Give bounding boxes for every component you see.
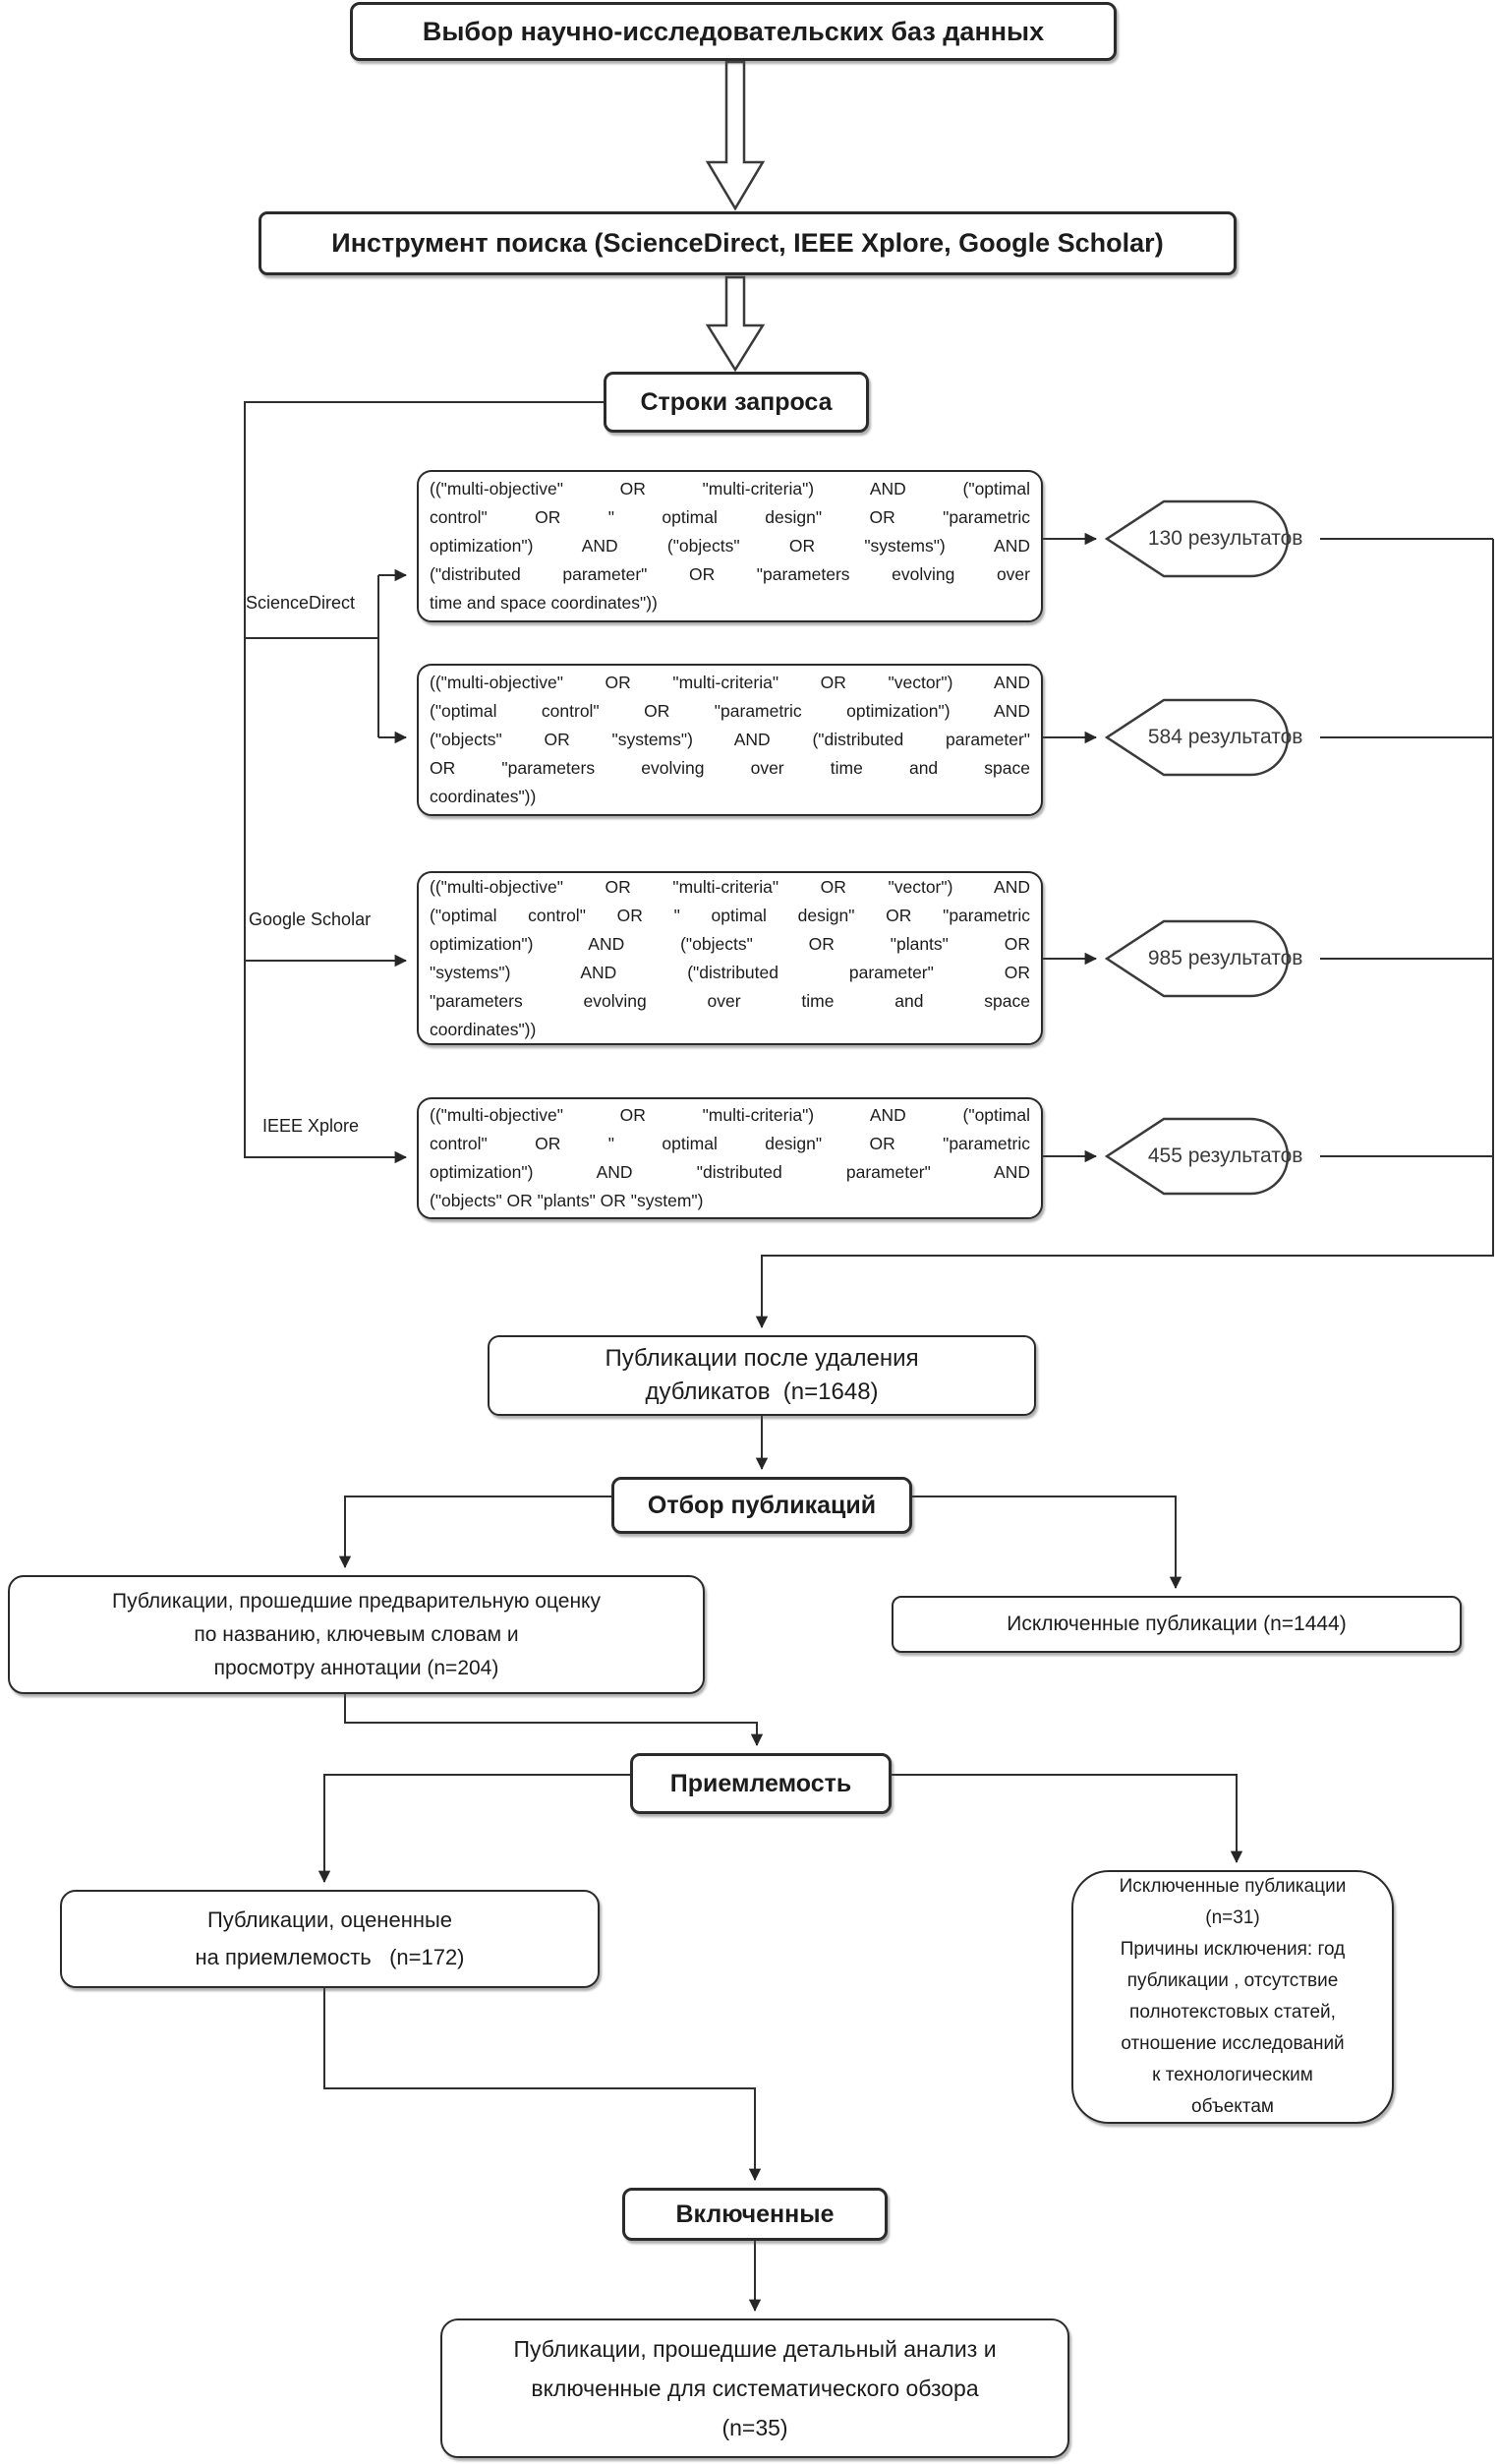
query4-line: (("multi-objective" OR "multi-criteria") AND ("optimal — [430, 1105, 1030, 1125]
source-label-ieee-xplore — [262, 1115, 359, 1137]
included-label: Включенные — [675, 2200, 835, 2228]
screened-line: Публикации, прошедшие предварительную оценку — [112, 1589, 601, 1613]
eligibility-label: Приемлемость — [669, 1769, 852, 1797]
excluded-eligibility-box — [1071, 1870, 1394, 2124]
query-box-google-scholar — [417, 871, 1043, 1045]
excluded-eligibility-line: полнотекстовых статей, — [1129, 2002, 1336, 2023]
source-label-sciencedirect — [246, 592, 355, 614]
query-box-sciencedirect-2 — [417, 664, 1043, 816]
query3-line: ("optimal control" OR " optimal design" OR "parametric — [430, 905, 1030, 925]
block-arrow-middle — [708, 277, 763, 370]
assessed-line: на приемлемость (n=172) — [195, 1945, 465, 1969]
query2-line: coordinates")) — [430, 787, 537, 806]
final-line: Публикации, прошедшие детальный анализ и — [513, 2336, 997, 2362]
excluded-eligibility-line: отношение исследований — [1121, 2033, 1345, 2054]
query-strings-label: Строки запроса — [640, 387, 833, 416]
google-scholar-text: Google Scholar — [249, 909, 372, 929]
results-shape-985 — [1105, 916, 1320, 1001]
query4-line: optimization") AND "distributed parameter" AND — [430, 1162, 1030, 1182]
search-tool-label: Инструмент поиска (ScienceDirect, IEEE Xplore, Google Scholar) — [331, 228, 1164, 258]
results-shape-455 — [1105, 1114, 1320, 1199]
results-count-584: 584 результатов — [1147, 726, 1303, 748]
query2-line: OR "parameters evolving over time and space — [430, 758, 1030, 778]
query2-line: ("objects" OR "systems") AND ("distributed parameter" — [430, 730, 1030, 749]
screened-line: просмотру аннотации (n=204) — [213, 1656, 499, 1679]
screened-line: по названию, ключевым словам и — [194, 1622, 519, 1646]
search-tool-box — [259, 211, 1237, 275]
query3-line: (("multi-objective" OR "multi-criteria" OR "vector") AND — [430, 876, 1030, 897]
assessed-publications-box — [60, 1890, 600, 1988]
results-shape-130 — [1105, 497, 1320, 581]
query-strings-box — [604, 372, 869, 433]
dedup-publications-box — [488, 1335, 1036, 1416]
excluded-eligibility-line: публикации , отсутствие — [1126, 1970, 1339, 1991]
excluded-eligibility-line: к технологическим — [1152, 2065, 1313, 2085]
final-line: включенные для систематического обзора — [531, 2376, 979, 2401]
results-count-130: 130 результатов — [1147, 527, 1303, 550]
query4-line: ("objects" OR "plants" OR "system") — [430, 1191, 704, 1210]
query3-line: "systems") AND ("distributed parameter" OR — [430, 962, 1030, 982]
excluded-eligibility-line: Причины исключения: год — [1120, 1939, 1346, 1960]
query3-line: coordinates")) — [430, 1019, 537, 1039]
database-selection-label: Выбор научно-исследовательских баз данных — [422, 16, 1045, 46]
sciencedirect-text: ScienceDirect — [246, 593, 356, 613]
selection-box — [611, 1477, 912, 1534]
selection-label: Отбор публикаций — [647, 1491, 877, 1519]
query1-line: ("distributed parameter" OR "parameters evolving over — [430, 564, 1030, 584]
query2-line: (("multi-objective" OR "multi-criteria" OR "vector") AND — [430, 673, 1030, 692]
query1-line: (("multi-objective" OR "multi-criteria") AND ("optimal — [430, 479, 1030, 499]
excluded-screening-label: Исключенные публикации (n=1444) — [1007, 1613, 1347, 1635]
query3-line: optimization") AND ("objects" OR "plants" OR — [430, 933, 1030, 954]
dedup-line: Публикации после удаления — [605, 1345, 919, 1372]
final-line: (n=35) — [721, 2415, 788, 2440]
eligibility-box — [630, 1753, 892, 1814]
query3-line: "parameters evolving over time and space — [430, 990, 1030, 1011]
screened-publications-box — [8, 1575, 705, 1694]
query1-line: control" OR " optimal design" OR "parametric — [430, 507, 1030, 527]
final-publications-box — [440, 2318, 1069, 2458]
results-shape-584 — [1105, 695, 1320, 780]
included-box — [622, 2188, 888, 2241]
block-arrow-top — [708, 62, 763, 208]
excluded-eligibility-line: (n=31) — [1205, 1907, 1260, 1928]
excluded-eligibility-line: объектам — [1191, 2096, 1274, 2117]
excluded-screening-box — [892, 1596, 1462, 1653]
ieee-xplore-text: IEEE Xplore — [262, 1116, 360, 1136]
query1-line: time and space coordinates")) — [430, 593, 658, 613]
results-count-985: 985 результатов — [1147, 947, 1303, 969]
results-count-455: 455 результатов — [1147, 1144, 1303, 1167]
assessed-line: Публикации, оцененные — [206, 1907, 453, 1932]
query2-line: ("optimal control" OR "parametric optimization") AND — [430, 701, 1030, 721]
query1-line: optimization") AND ("objects" OR "systems") AND — [430, 536, 1030, 556]
dedup-line: дубликатов (n=1648) — [645, 1379, 879, 1405]
source-label-google-scholar — [249, 909, 371, 930]
excluded-eligibility-line: Исключенные публикации — [1119, 1876, 1347, 1897]
query4-line: control" OR " optimal design" OR "parametric — [430, 1134, 1030, 1153]
query-box-sciencedirect-1 — [417, 470, 1043, 622]
database-selection-box — [350, 2, 1117, 61]
query-box-ieee-xplore — [417, 1097, 1043, 1219]
